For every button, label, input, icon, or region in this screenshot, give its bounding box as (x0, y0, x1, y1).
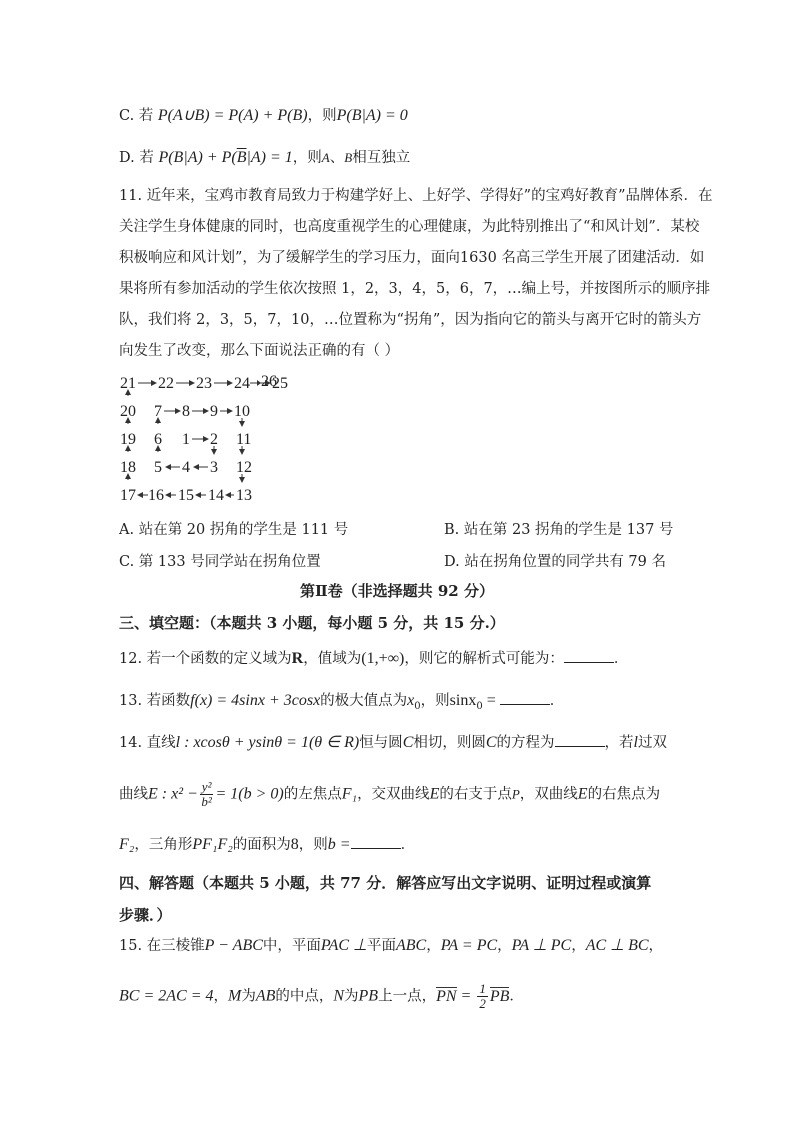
q14-line1: 14. 直线l : xcosθ + ysinθ = 1(θ ∈ R)恒与圆C相切，则圆C的方程为 ，若l过双 (119, 734, 667, 751)
fraction: $\frac{\text{y²}}{\text{b²}}$ (201, 779, 212, 809)
grid-number: 24 (234, 375, 250, 392)
grid-number: 4 (182, 459, 190, 476)
q11-text-line: 关注学生身体健康的同时，也高度重视学生的心理健康，为此特别推出了“和风计划”．某校 (119, 219, 700, 235)
grid-number: 17 (120, 487, 136, 504)
q15-line2: BC = 2AC = 4，M为AB的中点，N为PB上一点，PN = $\frac{1}{2}$ PB． (119, 981, 524, 1011)
grid-number: 7 (154, 403, 162, 420)
grid-number: 9 (210, 403, 218, 420)
grid-number: 19 (120, 431, 136, 448)
q11-text-line: 果将所有参加活动的学生依次按照 1，2，3，4，5，6，7，…编上号，并按图所示的顺序排 (119, 281, 711, 297)
spiral-queue-diagram (118, 370, 318, 510)
q11-option-c: C. 第 133 号同学站在拐角位置 (119, 554, 321, 570)
q11-option-a: A. 站在第 20 拐角的学生是 111 号 (119, 522, 349, 538)
q11-text-line: 11. 近年来，宝鸡市教育局致力于构建学好上、上好学、学得好”的宝鸡好教育”品牌体系．在 (119, 188, 713, 204)
answer-blank[interactable] (564, 648, 614, 663)
grid-number: 18 (120, 459, 136, 476)
answer-blank[interactable] (555, 732, 605, 747)
grid-number: 1 (182, 431, 190, 448)
q11-text-line: 积极响应和风计划”，为了缓解学生的学习压力，面向1630 名高三学生开展了团建活动．如 (119, 250, 705, 266)
q11-option-d: D. 站在拐角位置的同学共有 79 名 (444, 554, 666, 570)
grid-number: 11 (236, 431, 252, 448)
q13: 13. 若函数f(x) = 4sinx + 3cosx的极大值点为$x_0$，则sinx$_0$ = ． (119, 692, 565, 712)
q15-line1: 15. 在三棱锥P − ABC中，平面PAC ⊥平面ABC，PA = PC，PA ⊥ PC，AC ⊥ BC， (119, 937, 664, 954)
grid-number: 12 (236, 459, 252, 476)
q10-option-d: D. 若 $P(B|A) + P(\overline{B}|A) = 1$，则A、B相互独立 (119, 149, 411, 166)
grid-number: 5 (154, 459, 162, 476)
q11-text-line: 向发生了改变，那么下面说法正确的有（ ） (119, 343, 400, 359)
grid-number: 8 (182, 403, 190, 420)
q14-line2: 曲线E : x² − $\frac{\text{y²}}{\text{b²}}$ = 1(b > 0)的左焦点F₁，交双曲线E的右支于点P，双曲线E的右焦点为 (119, 779, 661, 809)
section4-title-line1: 四、解答题（本题共 5 小题，共 77 分．解答应写出文字说明、证明过程或演算 (119, 874, 652, 892)
answer-blank[interactable] (500, 690, 550, 705)
grid-number: 20 (120, 403, 136, 420)
q10-option-c: C. 若 P(A∪B) = P(A) + P(B)，则P(B|A) = 0 (119, 107, 408, 124)
answer-blank[interactable] (351, 834, 401, 849)
part2-title: 第Ⅱ卷（非选择题共 92 分） (300, 582, 494, 600)
arrow-right (250, 378, 262, 388)
vector-pn: PN (436, 987, 457, 1005)
grid-number: 2 (210, 431, 218, 448)
grid-number: 10 (234, 403, 250, 420)
q14-line3: F₂，三角形PF₁F₂的面积为8，则b = ． (119, 836, 416, 853)
grid-number: 13 (236, 487, 252, 504)
grid-number: 25 (272, 375, 288, 392)
grid-number: 6 (154, 431, 162, 448)
grid-number: 22 (158, 375, 174, 392)
q11-text-line: 队，我们将 2，3，5，7，10，…位置称为“拐角”，因为指向它的箭头与离开它时的箭头方 (119, 312, 702, 328)
grid-number: 23 (196, 375, 212, 392)
section4-title-line2: 步骤．） (119, 906, 172, 924)
grid-number: 26 (261, 373, 277, 390)
fraction-half: $\frac{1}{2}$ (479, 981, 486, 1011)
q11-option-b: B. 站在第 23 拐角的学生是 137 号 (444, 522, 674, 538)
section3-title: 三、填空题：（本题共 3 小题，每小题 5 分，共 15 分.） (119, 614, 505, 632)
grid-number: 21 (120, 375, 136, 392)
grid-number: 14 (208, 487, 224, 504)
grid-number: 16 (148, 487, 164, 504)
vector-pb: PB (489, 987, 510, 1005)
q12: 12. 若一个函数的定义域为R，值域为(1,+∞)，则它的解析式可能为： ． (119, 650, 629, 667)
grid-number: 15 (178, 487, 194, 504)
grid-number: 3 (210, 459, 218, 476)
